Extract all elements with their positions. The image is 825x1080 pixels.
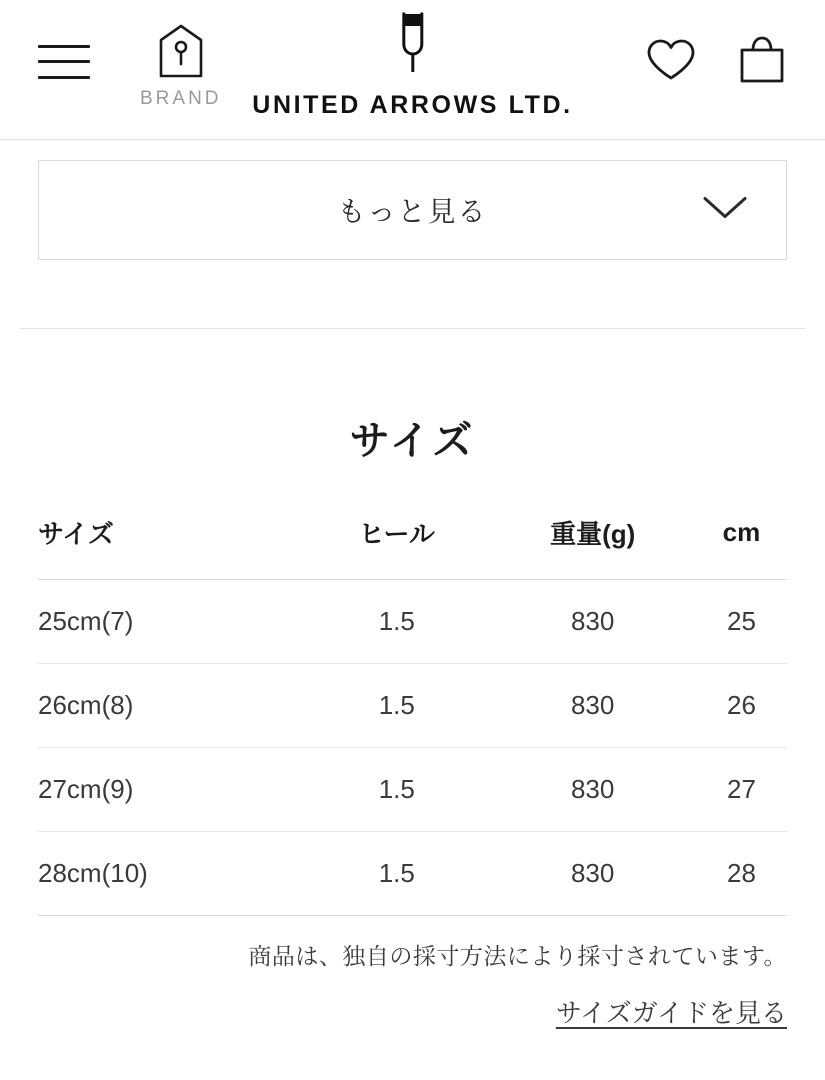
header-actions	[645, 35, 787, 90]
size-guide-link-container	[38, 993, 787, 1030]
show-more-button[interactable]	[38, 160, 787, 260]
site-logo[interactable]	[252, 8, 572, 120]
table-row	[38, 580, 787, 664]
cell-size: 28cm(10)	[38, 832, 304, 916]
table-row	[38, 748, 787, 832]
table-row	[38, 664, 787, 748]
cell-heel: 1.5	[304, 580, 489, 664]
table-header-row	[38, 514, 787, 580]
column-header-size: サイズ	[38, 514, 304, 580]
cell-heel: 1.5	[304, 832, 489, 916]
hamburger-bar	[38, 45, 90, 48]
cell-weight: 830	[489, 664, 695, 748]
brand-label: BRAND	[140, 88, 222, 109]
cell-weight: 830	[489, 580, 695, 664]
more-button-container	[0, 140, 825, 260]
column-header-weight: 重量(g)	[489, 514, 695, 580]
column-header-heel: ヒール	[304, 514, 489, 580]
section-divider	[20, 328, 805, 329]
site-header	[0, 0, 825, 140]
heart-icon[interactable]	[645, 37, 697, 88]
chevron-down-icon	[702, 194, 748, 227]
cell-size: 25cm(7)	[38, 580, 304, 664]
size-table	[38, 514, 787, 916]
brand-button[interactable]	[140, 23, 222, 110]
column-header-cm: cm	[696, 514, 787, 580]
size-guide-link[interactable]: サイズガイドを見る	[555, 998, 787, 1028]
cell-cm: 26	[696, 664, 787, 748]
cell-size: 27cm(9)	[38, 748, 304, 832]
cell-cm: 27	[696, 748, 787, 832]
logo-text: UNITED ARROWS LTD.	[252, 90, 573, 119]
hamburger-bar	[38, 76, 90, 79]
price-tag-icon	[156, 23, 206, 84]
hamburger-bar	[38, 60, 90, 63]
cell-size: 26cm(8)	[38, 664, 304, 748]
shopping-bag-icon[interactable]	[737, 35, 787, 90]
show-more-label: もっと見る	[337, 196, 488, 227]
cell-weight: 830	[489, 748, 695, 832]
size-section	[0, 409, 825, 1030]
united-arrows-monogram-icon	[390, 8, 434, 83]
measurement-note: 商品は、独自の採寸方法により採寸されています。	[248, 943, 787, 969]
hamburger-menu-icon[interactable]	[38, 45, 90, 79]
cell-heel: 1.5	[304, 664, 489, 748]
table-row	[38, 832, 787, 916]
cell-cm: 28	[696, 832, 787, 916]
size-section-title: サイズ	[349, 419, 476, 463]
cell-heel: 1.5	[304, 748, 489, 832]
cell-weight: 830	[489, 832, 695, 916]
cell-cm: 25	[696, 580, 787, 664]
